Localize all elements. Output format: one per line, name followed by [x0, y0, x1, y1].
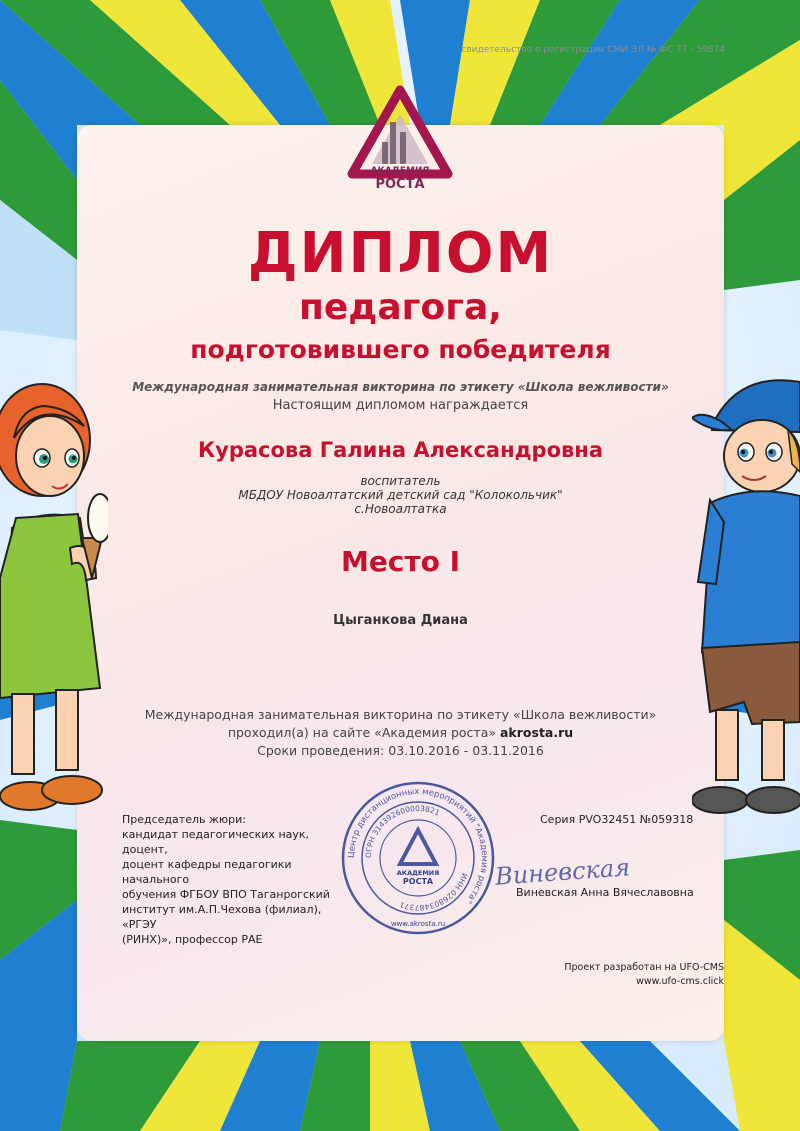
- place-award: Место I: [340, 545, 461, 578]
- jury-line: Председатель жюри:: [122, 813, 246, 826]
- awarded-text: Настоящим дипломом награждается: [272, 398, 529, 413]
- stamp-site: www.akrosta.ru: [390, 920, 446, 928]
- recipient-position: воспитатель: [360, 474, 441, 488]
- jury-line: институт им.А.П.Чехова (филиал), «РГЭУ: [122, 903, 322, 931]
- student-name: Цыганкова Диана: [333, 613, 468, 628]
- credits-line1: Проект разработан на UFO-CMS: [564, 962, 724, 973]
- stamp-ogrn: ОГРН 314392600003821: [363, 803, 442, 859]
- signature-name: Виневская Анна Вячеславовна: [516, 886, 694, 899]
- recipient-organization: МБДОУ Новоалтатский детский сад "Колокольчик": [238, 488, 563, 502]
- diploma-subtitle-2: подготовившего победителя: [190, 335, 611, 364]
- stamp-inn: ИНН 026803487371: [398, 871, 470, 913]
- registration-text: свидетельство о регистрации СМИ ЭЛ № ФС 77 - 59874: [461, 45, 725, 55]
- signature-script: Виневская: [494, 853, 631, 891]
- academy-logo: [340, 84, 460, 206]
- boy-illustration: [692, 372, 800, 822]
- logo-line1: АКАДЕМИЯ: [370, 166, 430, 176]
- stamp-ring-text: Центр дистанционных мероприятий "Академия роста": [346, 786, 490, 906]
- diploma-subtitle: педагога,: [299, 287, 502, 328]
- jury-block: [122, 812, 352, 947]
- details-line2: [77, 724, 724, 742]
- stamp-center1: АКАДЕМИЯ: [396, 869, 440, 877]
- jury-line: (РИНХ)», профессор РАЕ: [122, 933, 263, 946]
- details-dates: Сроки проведения: 03.10.2016 - 03.11.2016: [257, 743, 544, 758]
- girl-illustration: [0, 378, 108, 818]
- diploma-title: ДИПЛОМ: [247, 221, 554, 286]
- site-link[interactable]: akrosta.ru: [500, 725, 574, 740]
- jury-line: доцент кафедры педагогики начального: [122, 858, 292, 886]
- recipient-location: с.Новоалтатка: [354, 502, 447, 516]
- details-line1: Международная занимательная викторина по этикету «Школа вежливости»: [144, 707, 657, 722]
- recipient-name: Курасова Галина Александровна: [198, 438, 603, 462]
- credits-line2[interactable]: www.ufo-cms.click: [636, 976, 724, 987]
- series-number: Серия PVO32451 №059318: [540, 813, 694, 826]
- jury-line: обучения ФГБОУ ВПО Таганрогский: [122, 888, 330, 901]
- official-stamp: [338, 778, 498, 938]
- stamp-center2: РОСТА: [402, 877, 434, 886]
- logo-triangle-icon: [340, 84, 460, 179]
- details-line2-prefix: проходил(а) на сайте «Академия роста»: [227, 725, 497, 740]
- event-title: Международная занимательная викторина по этикету «Школа вежливости»: [132, 380, 669, 394]
- jury-line: кандидат педагогических наук, доцент,: [122, 828, 310, 856]
- logo-line2: РОСТА: [375, 177, 425, 192]
